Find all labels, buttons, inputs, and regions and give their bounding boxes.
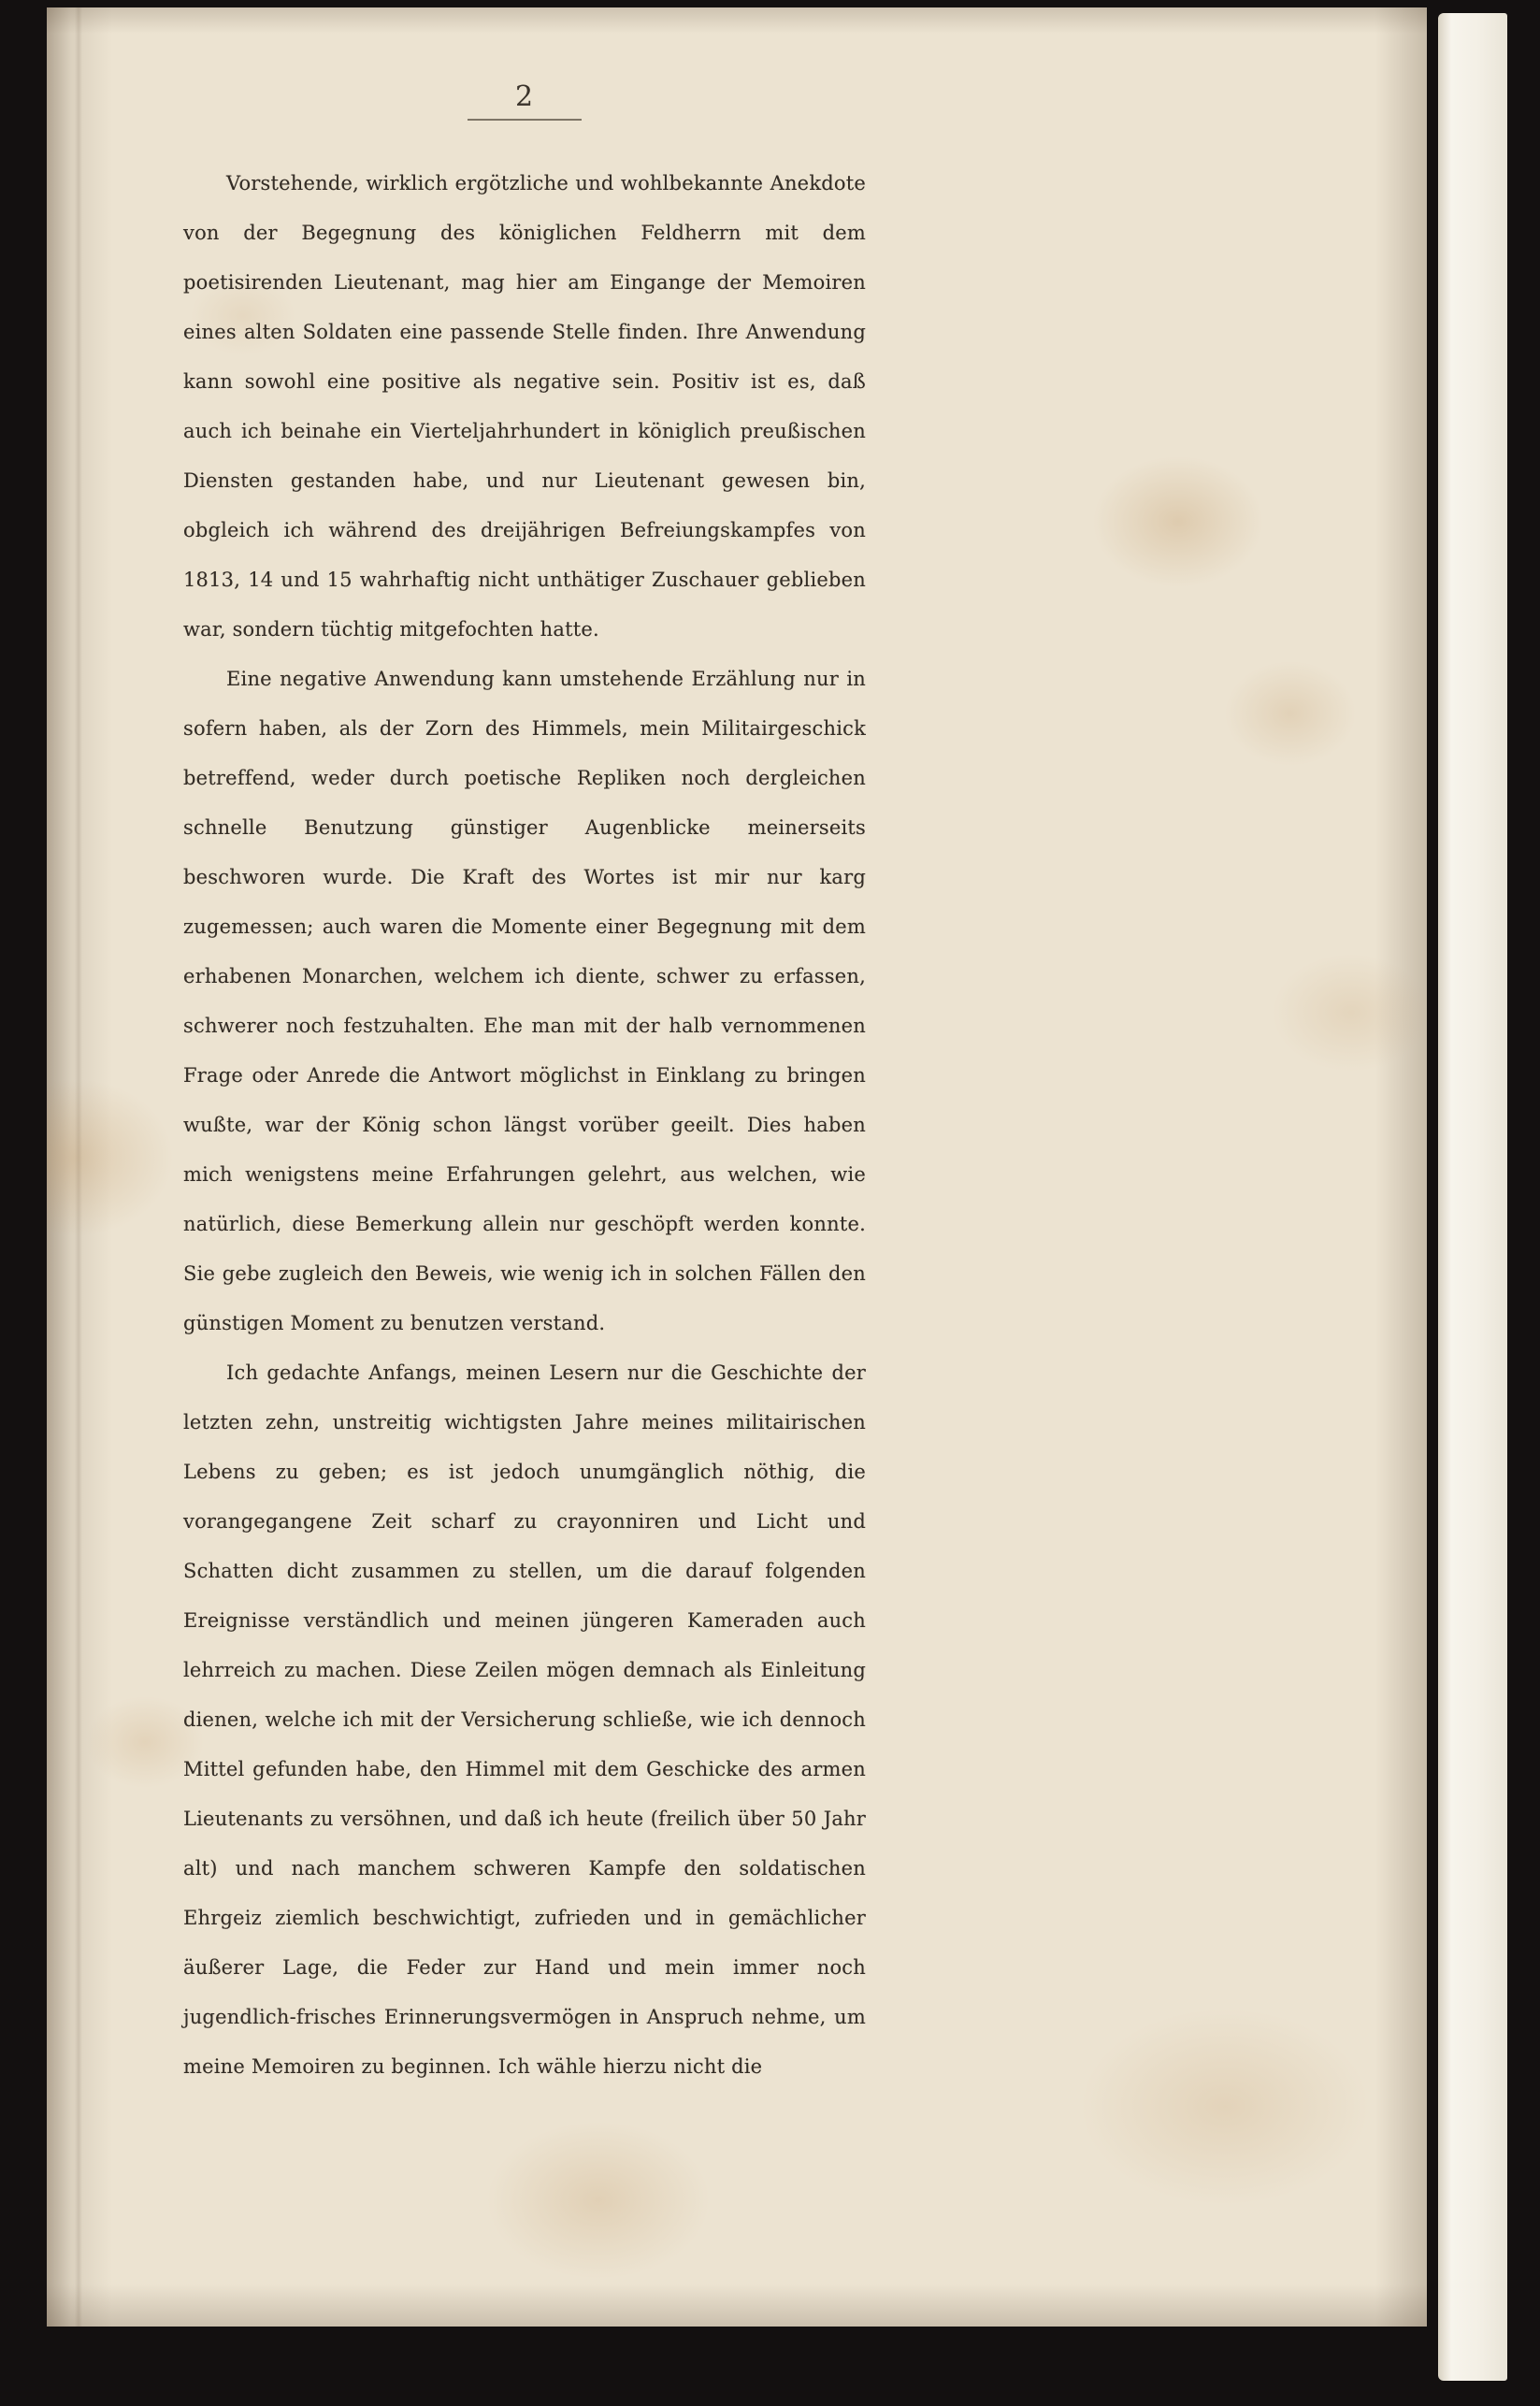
- paragraph: Vorstehende, wirklich ergötzliche und wohlbekannte Anekdote von der Begegnung des königlichen Feldherrn mit dem poetisirenden Lieutenant, mag hier am Eingange der Memoiren eines alten Soldaten eine passende Stelle finden. Ihre Anwendung kann sowohl eine positive als negative sein. Positiv ist es, daß auch ich beinahe ein Vierteljahrhundert in königlich preußischen Diensten gestanden habe, und nur Lieutenant gewesen bin, obgleich ich während des dreijährigen Befreiungskampfes von 1813, 14 und 15 wahrhaftig nicht unthätiger Zuschauer geblieben war, sondern tüchtig mitgefochten hatte.: [183, 172, 866, 641]
- page: [47, 7, 1427, 2327]
- paragraph: Eine negative Anwendung kann umstehende Erzählung nur in sofern haben, als der Zorn des Himmels, mein Militairgeschick betreffend, weder durch poetische Repliken noch dergleichen schnelle Benutzung günstiger Augenblicke meinerseits beschworen wurde. Die Kraft des Wortes ist mir nur karg zugemessen; auch waren die Momente einer Begegnung mit dem erhabenen Monarchen, welchem ich diente, schwer zu erfassen, schwerer noch festzuhalten. Ehe man mit der halb vernommenen Frage oder Anrede die Antwort möglichst in Einklang zu bringen wußte, war der König schon längst vorüber geeilt. Dies haben mich wenigstens meine Erfahrungen gelehrt, aus welchen, wie natürlich, diese Bemerkung allein nur geschöpft werden konnte. Sie gebe zugleich den Beweis, wie wenig ich in solchen Fällen den günstigen Moment zu benutzen verstand.: [183, 668, 866, 1334]
- paragraph: Ich gedachte Anfangs, meinen Lesern nur die Geschichte der letzten zehn, unstreitig wichtigsten Jahre meines militairischen Lebens zu geben; es ist jedoch unumgänglich nöthig, die vorangegangene Zeit scharf zu crayonniren und Licht und Schatten dicht zusammen zu stellen, um die darauf folgenden Ereignisse verständlich und meinen jüngeren Kameraden auch lehrreich zu machen. Diese Zeilen mögen demnach als Einleitung dienen, welche ich mit der Versicherung schließe, wie ich dennoch Mittel gefunden habe, den Himmel mit dem Geschicke des armen Lieutenants zu versöhnen, und daß ich heute (freilich über 50 Jahr alt) und nach manchem schweren Kampfe den soldatischen Ehrgeiz ziemlich beschwichtigt, zufrieden und in gemächlicher äußerer Lage, die Feder zur Hand und mein immer noch jugendlich-frisches Erinnerungsvermögen in Anspruch nehme, um meine Memoiren zu beginnen. Ich wähle hierzu nicht die: [183, 1361, 866, 2078]
- page-header: [183, 80, 866, 121]
- page-number-rule: [468, 119, 582, 121]
- page-text: [183, 159, 866, 2092]
- page-number: 2: [514, 80, 535, 113]
- next-page-edge: [1438, 13, 1507, 2381]
- gutter-crease: [75, 7, 82, 2327]
